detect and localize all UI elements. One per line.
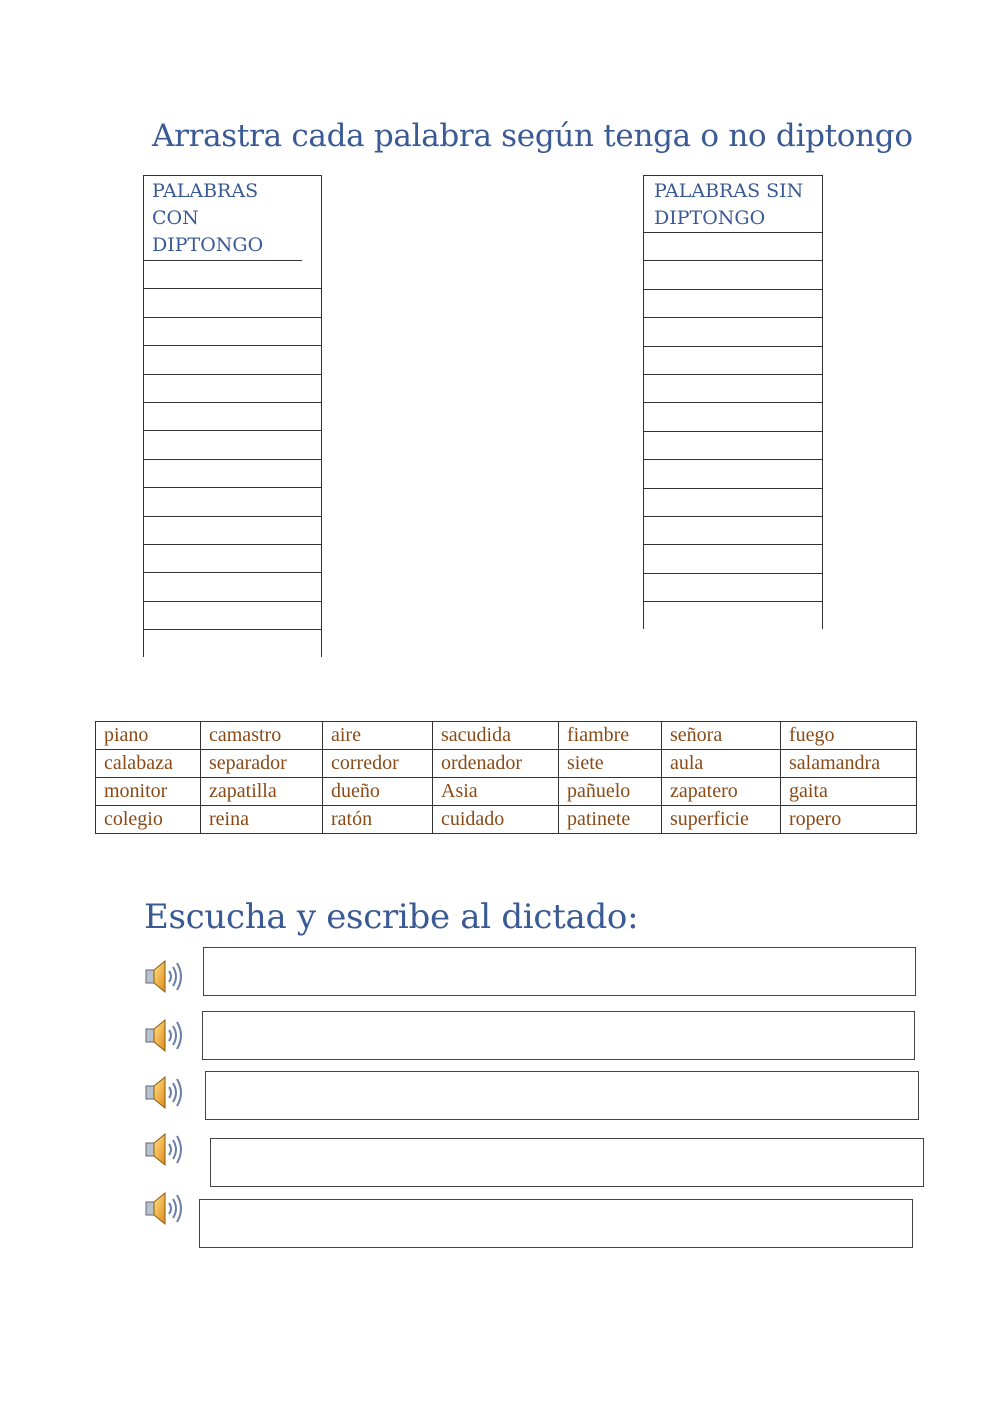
draggable-word[interactable]: superficie (662, 806, 781, 834)
speaker-icon[interactable] (143, 957, 189, 997)
exercise-title: Arrastra cada palabra según tenga o no diptongo (152, 118, 913, 154)
no-diphthong-column (643, 175, 823, 629)
no-diphthong-column-header (644, 176, 822, 233)
no-diphthong-drop-slot[interactable] (644, 403, 822, 431)
draggable-word[interactable]: aula (662, 750, 781, 778)
diphthong-drop-slot[interactable] (144, 375, 321, 403)
draggable-word[interactable]: calabaza (96, 750, 201, 778)
draggable-word[interactable]: Asia (433, 778, 559, 806)
dictation-answer-field[interactable] (202, 1011, 915, 1060)
no-diphthong-drop-slot[interactable] (644, 375, 822, 403)
draggable-word[interactable]: corredor (323, 750, 433, 778)
draggable-word[interactable]: colegio (96, 806, 201, 834)
draggable-word[interactable]: zapatero (662, 778, 781, 806)
draggable-word[interactable]: ratón (323, 806, 433, 834)
diphthong-drop-slot[interactable] (144, 318, 321, 346)
no-diphthong-drop-slot[interactable] (644, 318, 822, 346)
diphthong-drop-slot[interactable] (144, 346, 321, 374)
diphthong-drop-slot[interactable] (144, 602, 321, 630)
no-diphthong-drop-slot[interactable] (644, 545, 822, 573)
draggable-word[interactable]: pañuelo (559, 778, 662, 806)
no-diphthong-drop-slot[interactable] (644, 574, 822, 602)
word-bank-row (96, 722, 917, 750)
draggable-word[interactable]: siete (559, 750, 662, 778)
dictation-answer-field[interactable] (205, 1071, 919, 1120)
draggable-word[interactable]: ropero (781, 806, 917, 834)
speaker-icon[interactable] (143, 1130, 189, 1170)
word-bank-row (96, 778, 917, 806)
speaker-icon[interactable] (143, 1016, 189, 1056)
no-diphthong-drop-slot[interactable] (644, 347, 822, 375)
draggable-word[interactable]: camastro (201, 722, 323, 750)
draggable-word[interactable]: señora (662, 722, 781, 750)
diphthong-drop-slot[interactable] (144, 488, 321, 516)
draggable-word[interactable]: ordenador (433, 750, 559, 778)
draggable-word[interactable]: fuego (781, 722, 917, 750)
draggable-word[interactable]: piano (96, 722, 201, 750)
draggable-word[interactable]: salamandra (781, 750, 917, 778)
draggable-word[interactable]: monitor (96, 778, 201, 806)
speaker-icon[interactable] (143, 1073, 189, 1113)
diphthong-drop-slot[interactable] (144, 403, 321, 431)
draggable-word[interactable]: dueño (323, 778, 433, 806)
word-bank-table (95, 721, 917, 834)
dictation-answer-field[interactable] (203, 947, 916, 996)
no-diphthong-drop-slot[interactable] (644, 261, 822, 289)
no-diphthong-drop-slot[interactable] (644, 517, 822, 545)
no-diphthong-drop-slot[interactable] (644, 233, 822, 261)
diphthong-drop-slot[interactable] (144, 573, 321, 601)
draggable-word[interactable]: cuidado (433, 806, 559, 834)
dictation-title: Escucha y escribe al dictado: (144, 897, 639, 937)
speaker-icon[interactable] (143, 1189, 189, 1229)
draggable-word[interactable]: reina (201, 806, 323, 834)
draggable-word[interactable]: sacudida (433, 722, 559, 750)
no-diphthong-drop-slot[interactable] (644, 432, 822, 460)
word-bank-row (96, 750, 917, 778)
diphthong-drop-slot[interactable] (144, 630, 321, 658)
no-diphthong-drop-slot[interactable] (644, 290, 822, 318)
diphthong-drop-slot[interactable] (144, 261, 321, 289)
diphthong-drop-slot[interactable] (144, 289, 321, 317)
draggable-word[interactable]: gaita (781, 778, 917, 806)
draggable-word[interactable]: patinete (559, 806, 662, 834)
diphthong-drop-slot[interactable] (144, 517, 321, 545)
diphthong-drop-slot[interactable] (144, 460, 321, 488)
diphthong-column-header (144, 176, 302, 261)
no-diphthong-drop-slot[interactable] (644, 602, 822, 630)
diphthong-header-text: PALABRAS CON DIPTONGO (152, 180, 264, 256)
draggable-word[interactable]: separador (201, 750, 323, 778)
diphthong-drop-slot[interactable] (144, 545, 321, 573)
no-diphthong-drop-slot[interactable] (644, 489, 822, 517)
diphthong-drop-slot[interactable] (144, 431, 321, 459)
no-diphthong-drop-slot[interactable] (644, 460, 822, 488)
dictation-answer-field[interactable] (210, 1138, 924, 1187)
draggable-word[interactable]: aire (323, 722, 433, 750)
draggable-word[interactable]: zapatilla (201, 778, 323, 806)
word-bank-row (96, 806, 917, 834)
diphthong-column (143, 175, 322, 657)
draggable-word[interactable]: fiambre (559, 722, 662, 750)
no-diphthong-header-text: PALABRAS SIN DIPTONGO (654, 180, 804, 229)
dictation-answer-field[interactable] (199, 1199, 913, 1248)
